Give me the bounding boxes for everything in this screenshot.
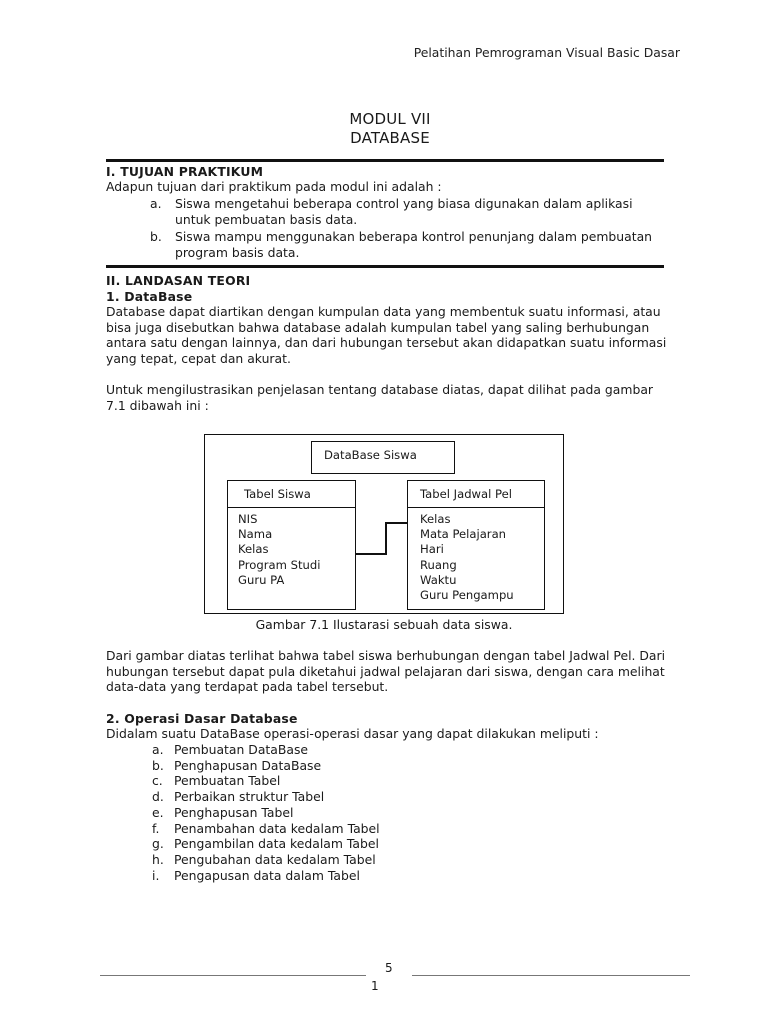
paragraph-database-definition [106,304,678,366]
table-jadwal-fields [407,507,545,610]
table-jadwal-title: Tabel Jadwal Pel [420,487,512,501]
paragraph-line: Dari gambar diatas terlihat bahwa tabel siswa berhubungan dengan tabel Jadwal Pel. Dari [106,648,666,663]
list-item [150,196,678,228]
page-number: 5 [385,961,393,975]
module-title: DATABASE [350,129,430,147]
paragraph-line: data-data yang terdapat pada tabel tersebut. [106,679,389,695]
list-marker: g. [152,836,164,851]
list-marker: f. [152,821,160,836]
module-number: MODUL VII [349,110,431,128]
table-field: Guru Pengampu [420,588,514,603]
list-marker: a. [150,196,162,211]
paragraph-line: bisa juga disebutkan bahwa database adalah kumpulan tabel yang saling berhubungan [106,319,650,335]
table-field: Guru PA [238,572,285,587]
footer-rule-right [412,975,690,976]
section-rule [106,159,664,162]
paragraph-figure-intro [106,382,678,413]
relation-line [356,553,386,555]
relation-line [385,522,387,555]
section-heading-landasan: II. LANDASAN TEORI [106,273,251,288]
database-label-box [311,441,455,474]
list-text: program basis data. [175,245,300,260]
paragraph-line: yang tepat, cepat dan akurat. [106,350,291,366]
operasi-intro: Didalam suatu DataBase operasi-operasi dasar yang dapat dilakukan meliputi : [106,726,599,741]
paragraph-line: Untuk mengilustrasikan penjelasan tentang database diatas, dapat dilihat pada gambar [106,382,654,397]
table-jadwal-header [407,480,545,508]
list-text: Pembuatan DataBase [174,742,309,757]
list-marker: d. [152,789,164,804]
list-text: Pembuatan Tabel [174,773,281,788]
list-marker: e. [152,805,164,820]
figure-caption: Gambar 7.1 Ilustarasi sebuah data siswa. [255,617,513,632]
list-marker: c. [152,773,163,788]
list-text: Penambahan data kedalam Tabel [174,821,380,836]
table-field: Ruang [420,557,457,572]
table-siswa-title: Tabel Siswa [244,487,311,501]
table-field: Waktu [420,572,457,587]
running-header: Pelatihan Pemrograman Visual Basic Dasar [413,45,680,60]
tujuan-intro: Adapun tujuan dari praktikum pada modul ini adalah : [106,179,442,194]
relation-line [385,522,408,524]
list-text: Pengambilan data kedalam Tabel [174,836,379,851]
list-text: Penghapusan Tabel [174,805,294,820]
table-field: Kelas [238,542,269,557]
database-label: DataBase Siswa [324,448,417,462]
paragraph-line: hubungan tersebut dapat pula diketahui jadwal pelajaran dari siswa, dengan cara melihat [106,663,665,679]
paragraph-line: antara satu dengan lainnya, dan dari hubungan tersebut akan didapatkan suatu informasi [106,335,667,351]
list-marker: a. [152,742,164,757]
list-text: Perbaikan struktur Tabel [174,789,325,804]
list-text: Siswa mampu menggunakan beberapa kontrol penunjang dalam pembuatan [175,229,653,244]
paragraph-figure-explanation [106,648,678,695]
section-rule [106,265,664,268]
page-index: 1 [371,979,379,993]
list-text: Penghapusan DataBase [174,758,322,773]
subsection-heading-operasi: 2. Operasi Dasar Database [106,711,298,726]
list-marker: b. [152,758,164,773]
table-field: Nama [238,527,273,542]
footer-rule-left [100,975,366,976]
table-siswa-header [227,480,356,508]
list-text: Siswa mengetahui beberapa control yang biasa digunakan dalam aplikasi [175,196,633,211]
list-text: Pengubahan data kedalam Tabel [174,852,376,867]
table-field: Hari [420,542,444,557]
table-field: Kelas [420,512,451,526]
table-field: NIS [238,512,258,526]
table-field: Program Studi [238,557,321,572]
subsection-heading-database: 1. DataBase [106,289,193,304]
list-marker: i. [152,868,160,883]
list-marker: b. [150,229,162,244]
section-heading-tujuan: I. TUJUAN PRAKTIKUM [106,164,264,179]
table-field: Mata Pelajaran [420,527,507,542]
list-text: Pengapusan data dalam Tabel [174,868,360,883]
list-text: untuk pembuatan basis data. [175,212,358,227]
paragraph-line: 7.1 dibawah ini : [106,397,209,413]
table-siswa-fields [227,507,356,610]
database-diagram [204,434,564,614]
list-item [150,229,678,261]
paragraph-line: Database dapat diartikan dengan kumpulan data yang membentuk suatu informasi, atau [106,304,661,319]
list-marker: h. [152,852,164,867]
